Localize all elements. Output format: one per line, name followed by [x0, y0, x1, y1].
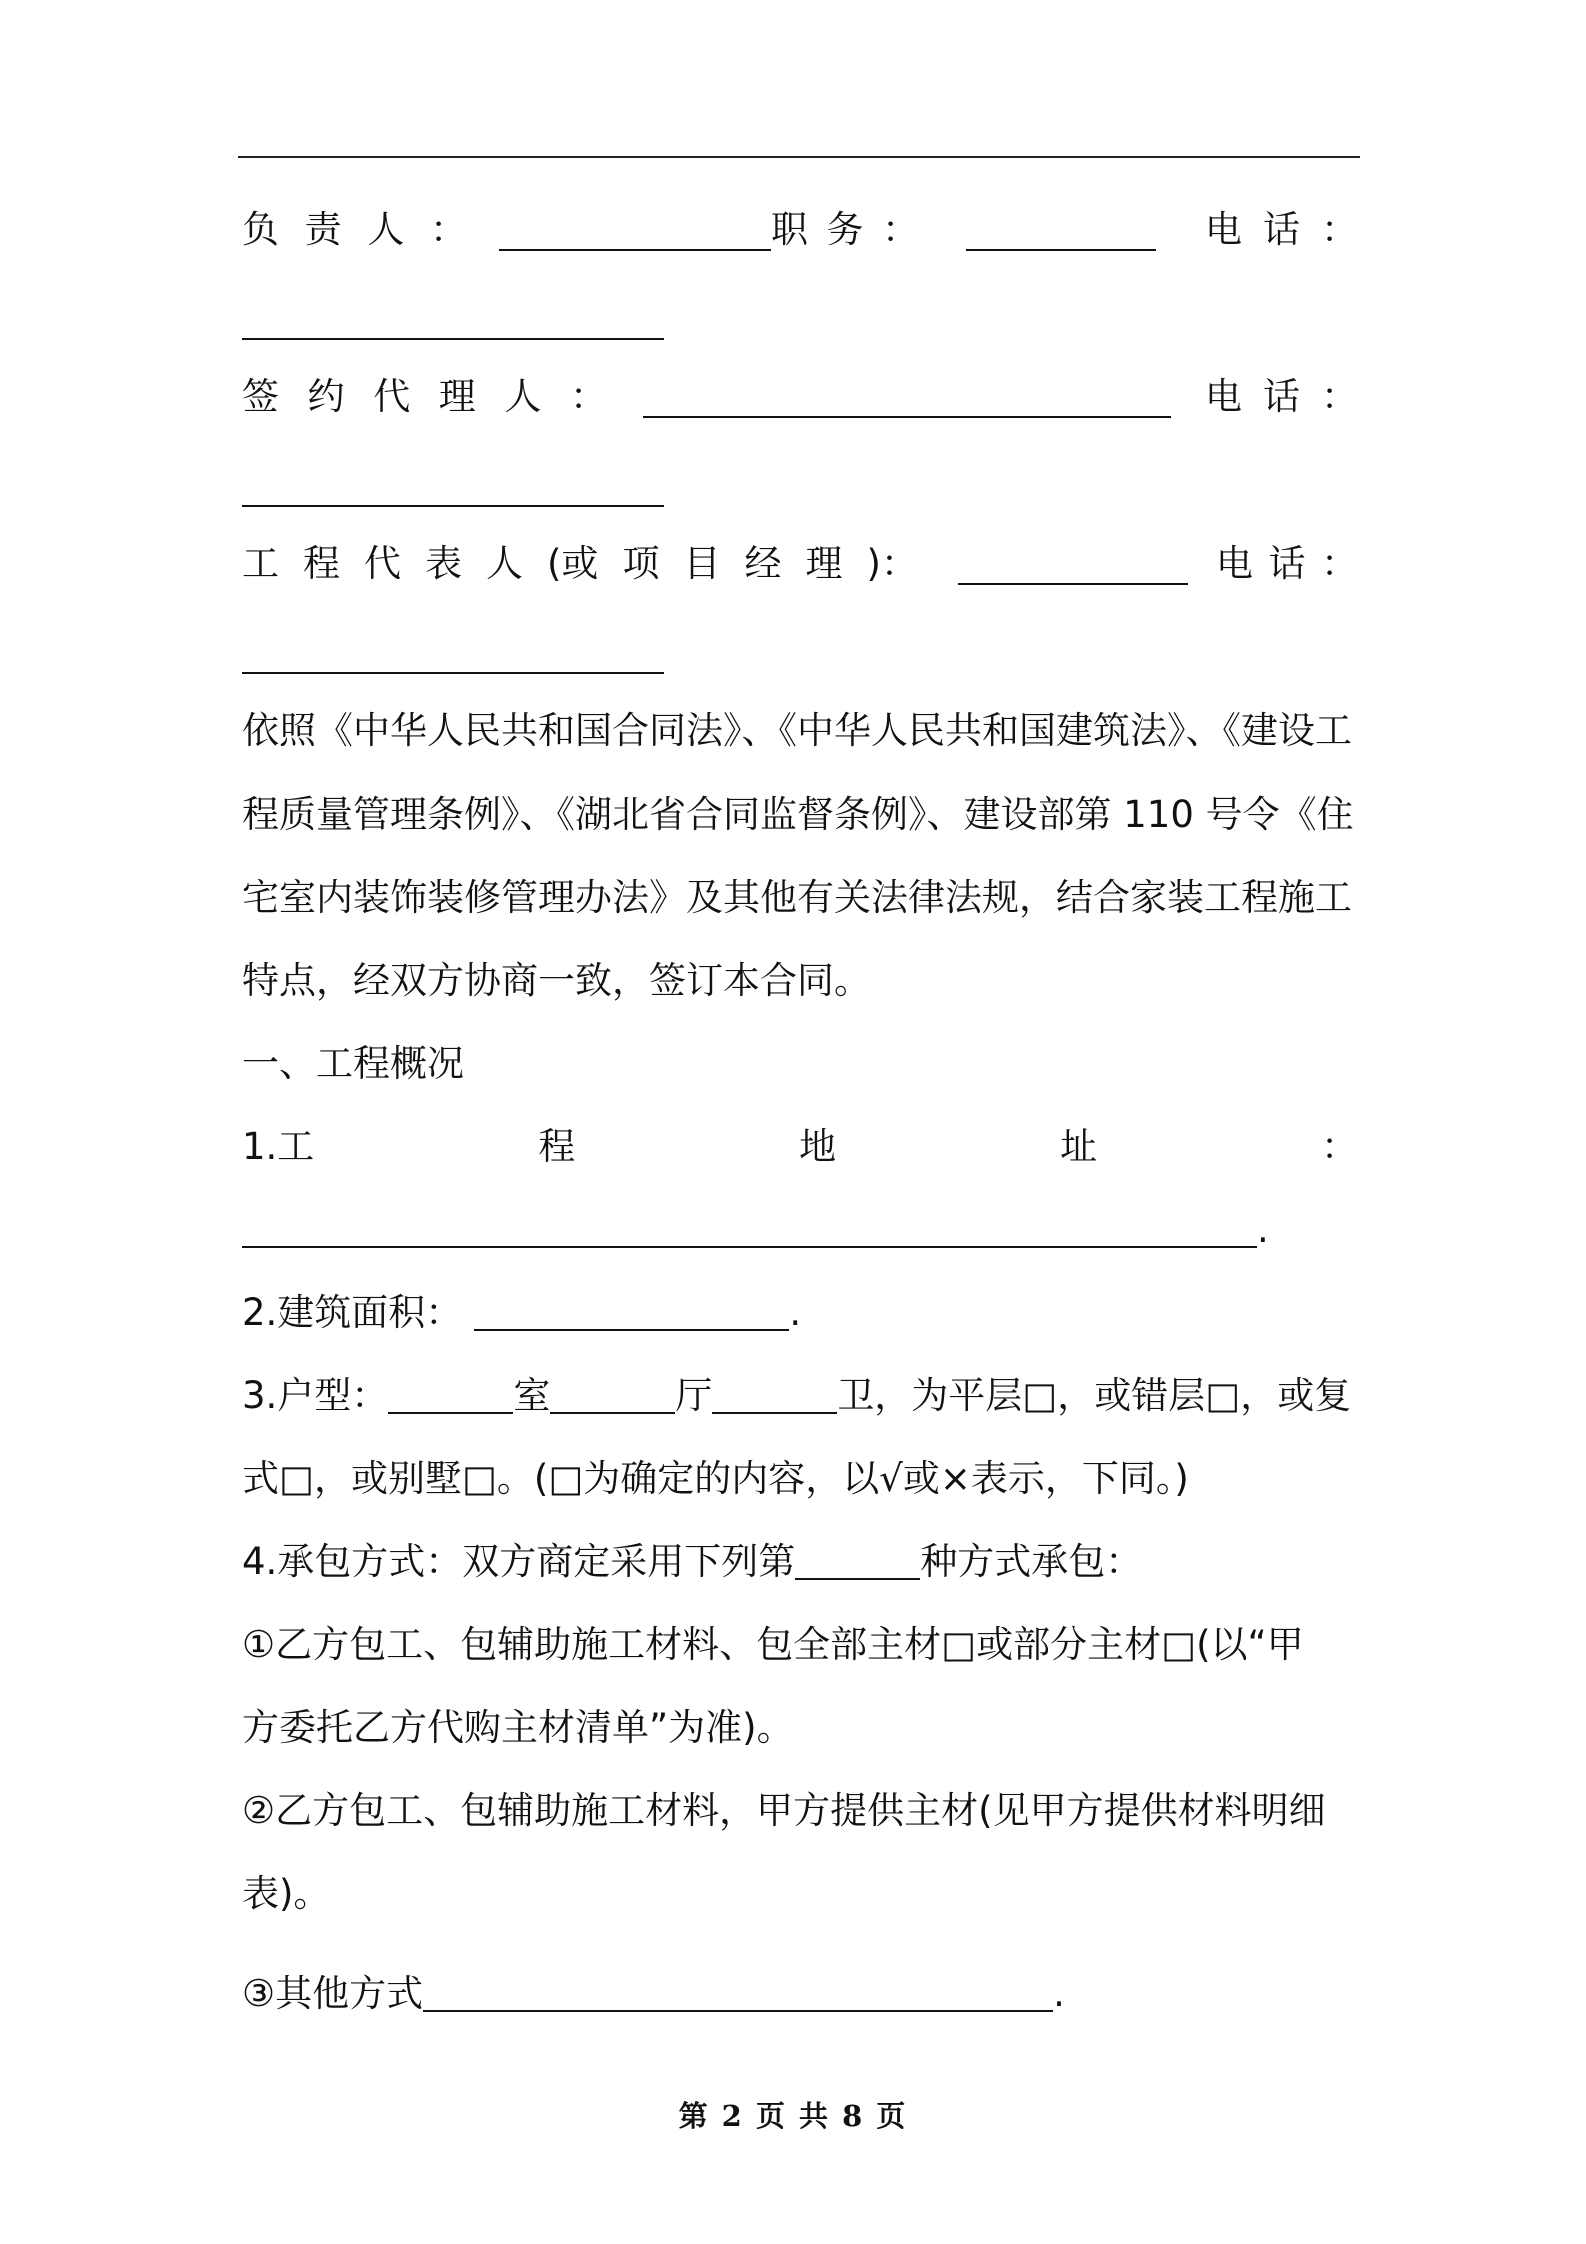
bath-count-field[interactable] — [712, 1378, 837, 1414]
intro-line-2: 程质量管理条例》、《湖北省合同监督条例》、建设部第 110 号令《住 — [242, 793, 1354, 836]
project-rep-field[interactable] — [958, 549, 1188, 585]
hall-count-field[interactable] — [550, 1378, 675, 1414]
option-3-label: ③其他方式 — [242, 1972, 424, 2015]
phone-label-1: 电 话 ： — [1205, 208, 1358, 251]
person-in-charge-label: 负 责 人 ： — [242, 208, 467, 251]
intro-line-4: 特点，经双方协商一致，签订本合同。 — [242, 959, 871, 1002]
hall-label: 厅 — [675, 1374, 713, 1417]
signing-agent-row — [242, 372, 1358, 422]
address-char-3: 地 — [799, 1125, 837, 1168]
intro-line-3: 宅室内装饰装修管理办法》及其他有关法律法规，结合家装工程施工 — [242, 876, 1352, 919]
room-label: 室 — [513, 1374, 551, 1417]
header-rule — [238, 156, 1360, 158]
room-count-field[interactable] — [388, 1378, 513, 1414]
address-field[interactable] — [242, 1212, 1257, 1248]
option-1-line-1: ①乙方包工、包辅助施工材料、包全部主材□或部分主材□(以“甲 — [242, 1623, 1304, 1666]
address-period: . — [1257, 1208, 1269, 1251]
section-heading: 一、工程概况 — [242, 1042, 464, 1085]
option-2-line-2: 表)。 — [242, 1872, 331, 1915]
mode-row — [242, 1537, 1358, 1587]
layout-row-2: 式□，或别墅□。(□为确定的内容，以√或×表示，下同。) — [242, 1457, 1189, 1500]
phone-field-1[interactable] — [242, 338, 664, 340]
person-in-charge-field[interactable] — [499, 215, 771, 251]
person-in-charge-row — [242, 205, 1358, 255]
area-period: . — [789, 1291, 802, 1334]
mode-prefix: 4.承包方式：双方商定采用下列第 — [242, 1540, 796, 1583]
mode-number-field[interactable] — [795, 1544, 920, 1580]
layout-row-1 — [242, 1371, 1358, 1421]
intro-line-1: 依照《中华人民共和国合同法》、《中华人民共和国建筑法》、《建设工 — [242, 709, 1352, 752]
bath-label: 卫，为平层□，或错层□，或复 — [837, 1374, 1352, 1417]
option-3-field[interactable] — [423, 1976, 1053, 2012]
phone-label-3: 电 话 ： — [1216, 542, 1358, 585]
project-rep-row — [242, 539, 1358, 589]
address-field-row — [242, 1205, 1358, 1255]
phone-label-2: 电 话 ： — [1205, 375, 1358, 418]
option-3-period: . — [1053, 1972, 1065, 2015]
mode-suffix: 种方式承包： — [920, 1540, 1143, 1583]
area-row — [242, 1288, 1358, 1338]
phone-field-3[interactable] — [242, 672, 664, 674]
address-char-1: 1.工 — [242, 1125, 315, 1168]
signing-agent-field[interactable] — [643, 382, 1171, 418]
address-char-2: 程 — [538, 1125, 576, 1168]
address-label — [242, 1122, 1358, 1172]
layout-label: 3.户型： — [242, 1374, 389, 1417]
address-char-4: 址 — [1060, 1125, 1098, 1168]
page-number: 第 2 页 共 8 页 — [678, 2099, 908, 2133]
option-2-line-1: ②乙方包工、包辅助施工材料，甲方提供主材(见甲方提供材料明细 — [242, 1789, 1326, 1832]
address-char-5: ： — [1321, 1125, 1358, 1168]
signing-agent-label: 签 约 代 理 人 ： — [242, 375, 607, 418]
area-field[interactable] — [474, 1295, 789, 1331]
phone-field-2[interactable] — [242, 505, 664, 507]
position-field[interactable] — [966, 215, 1156, 251]
project-rep-label: 工 程 代 表 人 (或 项 目 经 理 )： — [242, 542, 918, 585]
area-label: 2.建筑面积： — [242, 1291, 463, 1334]
position-label: 职 务 ： — [771, 208, 919, 251]
option-1-line-2: 方委托乙方代购主材清单”为准)。 — [242, 1706, 794, 1749]
option-3-row — [242, 1969, 1358, 2019]
